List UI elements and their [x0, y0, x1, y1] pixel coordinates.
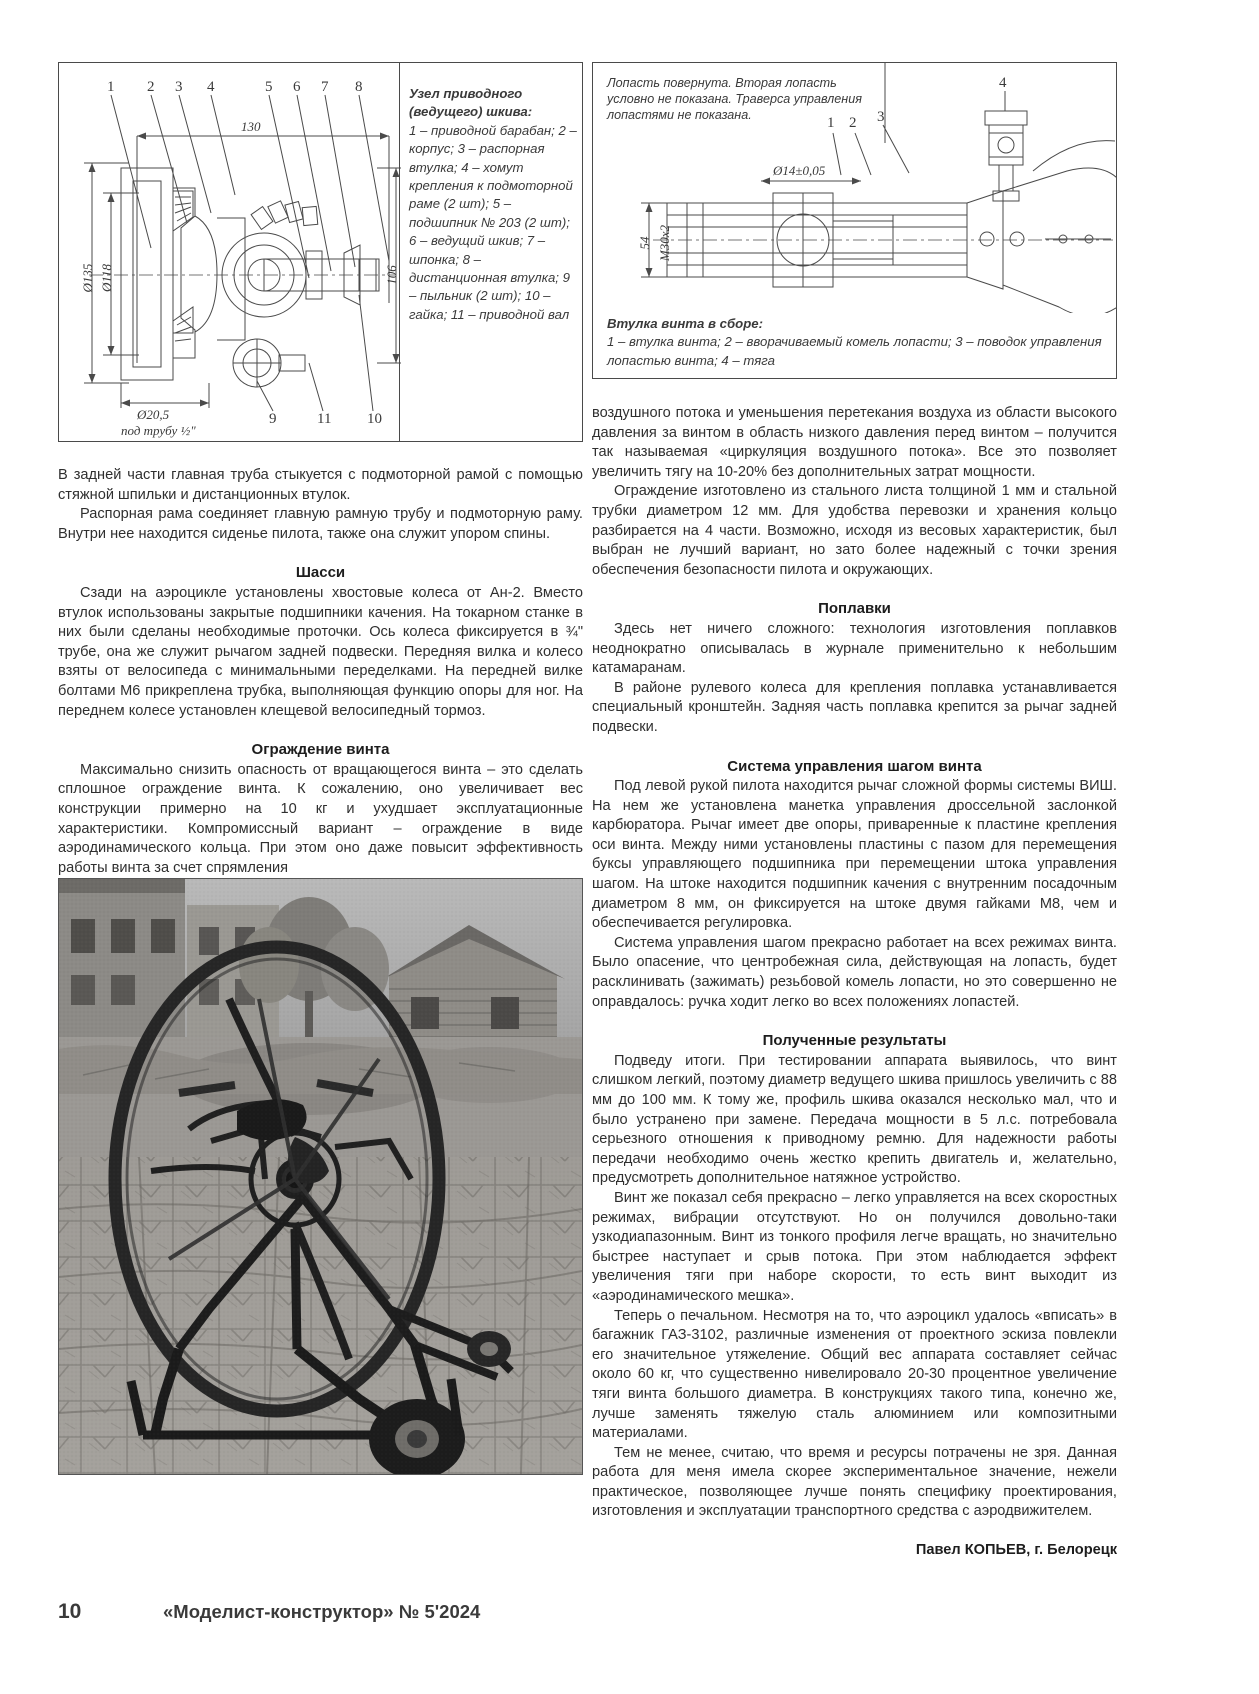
figure2-caption: [607, 315, 1102, 370]
results-para-4: Тем не менее, считаю, что время и ресурсы потрачены не зря. Данная работа для меня имела скорее экспериментальное значение, нежели практическое, позволяющее лучше понять специфику проектирования, изготовления и эксплуатации транспортного средства с аэродвижителем.: [592, 1444, 1117, 1520]
aerocycle-photo: [58, 878, 583, 1475]
figure1-dim-106: 106: [384, 265, 399, 285]
figure2-leader-1: 1: [827, 115, 835, 131]
figure1-leader-8: 8: [355, 79, 363, 95]
footer-page-number: 10: [58, 1600, 82, 1623]
heading-pitch-control: Система управления шагом винта: [727, 757, 982, 775]
figure2-dim-54: 54: [637, 236, 652, 250]
figure1-leader-2: 2: [147, 79, 155, 95]
footer-magazine-title: «Моделист-конструктор» № 5'2024: [163, 1601, 481, 1622]
page-footer: [58, 1600, 1118, 1624]
floats-para-2: В районе рулевого колеса для крепления поплавка устанавливается специальный кронштейн. Задняя часть поплавка крепится за рычаг задней подвески.: [592, 679, 1117, 735]
figure1-caption-body: 1 – приводной барабан; 2 – корпус; 3 – распорная втулка; 4 – хомут крепления к подмоторной раме (2 шт); 5 – подшипник № 203 (2 шт); 6 – ведущий шкив; 7 – шпонка; 8 – дистанционная втулка; 9 – пыльник (2 шт); 10 – гайка; 11 – приводной вал: [409, 122, 577, 322]
pitch-para-1: Под левой рукой пилота находится рычаг сложной формы системы ВИШ. На нем же установлена манетка управления дроссельной заслонкой карбюратора. Рычаг имеет две опоры, приваренные к пластине крепления оси винта. Между ними установлены пластины с пазом для перемещения буксы управляющего подшипника при перемещении штока управления шагом. На штоке находится подшипник качения с внутренним посадочным диаметром 8 мм, он фиксируется на штоке двумя гайками М8, чем и обеспечивается регулировка.: [592, 778, 1117, 932]
figure2-note: Лопасть повернута. Вторая лопасть условно не показана. Траверса управления лопастями не показана.: [607, 76, 862, 123]
figure1-leader-11: 11: [317, 411, 332, 427]
figure1-leader-9: 9: [269, 411, 277, 427]
guard-paragraph: Максимально снизить опасность от вращающегося винта – это сделать сплошное ограждение винта. К сожалению, оно увеличивает вес конструкции примерно на 10 кг и ухудшает эксплуатационные характеристики. Компромиссный вариант – ограждение в виде аэродинамического кольца. При этом оно даже повысит эффективность работы винта за счет спрямления: [58, 761, 583, 876]
left-para-2: Распорная рама соединяет главную рамную трубу и подмоторную раму. Внутри нее находится сиденье пилота, также она служит упором спины.: [58, 506, 583, 542]
figure1-dim-d205: Ø20,5: [137, 407, 170, 422]
figure1-leader-6: 6: [293, 79, 301, 95]
figure2-dim-d14: Ø14±0,05: [773, 163, 826, 178]
floats-para-1: Здесь нет ничего сложного: технология изготовления поплавков неоднократно описывалась в журнале применительно к небольшим катамаранам.: [592, 620, 1117, 677]
chassis-paragraph: Сзади на аэроцикле установлены хвостовые колеса от Ан-2. Вместо втулок использованы закрытые подшипники качения. На токарном станке в них были сделаны необходимые проточки. Ось колеса фиксируется в ¾" трубе, она же служит рычагом задней подвески. Передняя вилка и колесо взяты от велосипеда с минимальными переделками. На передней вилке болтами М6 прикреплена трубка, выполняющая функцию опоры для ног. На переднем колесе установлен клещевой велосипедный тормоз.: [58, 584, 583, 719]
figure1-leader-10: 10: [367, 411, 382, 427]
heading-floats: Поплавки: [818, 600, 891, 618]
heading-results: Полученные результаты: [762, 1032, 947, 1050]
heading-propeller-guard: Ограждение винта: [251, 741, 390, 759]
figure1-leader-4: 4: [207, 79, 215, 95]
figure1-dim-130: 130: [241, 119, 261, 134]
figure1-dim-d135: Ø135: [80, 263, 95, 293]
figure1-leader-1: 1: [107, 79, 115, 95]
photo-content: [59, 879, 582, 1474]
guard-paragraph-2: Ограждение изготовлено из стального листа толщиной 1 мм и стальной трубки диаметром 12 мм. Для удобства перевозки и хранения кольцо разбирается на 4 части. Возможно, исходя из весовых характеристик, был выбран не лучший вариант, но зато более надежный с точки зрения обеспечения безопасности пилота и окружающих.: [592, 483, 1117, 578]
figure-prop-hub: [592, 62, 1117, 379]
right-column: [592, 404, 1117, 1558]
results-para-3: Теперь о печальном. Несмотря на то, что аэроцикл удалось «вписать» в багажник ГАЗ-3102, различные изменения от проектного эскиза повлекли его значительное утяжеление. Общий вес аппарата составляет сейчас около 60 кг, что существенно нивелировало 20-30 процентное увеличение тяги винта большого диаметра. В конструкциях такого типа, конечно же, лучше заменять тяжелую сталь алюминием или композитными материалами.: [592, 1307, 1117, 1442]
right-continuation-paragraph: воздушного потока и уменьшения перетекания воздуха из области высокого давления за винтом в область низкого давления перед винтом – получится так называемая «циркуляция воздушного потока». Все это позволяет увеличить тягу на 10-20% без дополнительных затрат мощности.: [592, 405, 1117, 480]
author-signature: Павел КОПЬЕВ, г. Белорецк: [915, 1542, 1117, 1559]
left-para-1: В задней части главная труба стыкуется с подмоторной рамой с помощью стяжной шпильки и дистанционных втулок.: [58, 467, 583, 503]
results-para-1: Подведу итоги. При тестировании аппарата выявилось, что винт слишком легкий, поэтому диаметр ведущего шкива пришлось увеличить с 88 мм до 100 мм. К тому же, профиль шкива оказался несколько мал, что и было устранено при замене. Передача мощности в 5 л.с. потребовала серьезного отношения к приводному ремню. Для надежности работы передачи необходимо очень жестко крепить двигатель и, желательно, предусмотреть дополнительное натяжное устройство.: [592, 1052, 1117, 1187]
figure2-leader-2: 2: [849, 115, 857, 131]
figure2-technical-drawing: [593, 63, 1116, 313]
figure1-caption-title: Узел приводного (ведущего) шкива:: [409, 86, 533, 120]
results-para-2: Винт же показал себя прекрасно – легко управляется на всех скоростных режимах, вибрации отсутствуют. Но он получился довольно-таки узкодиапазонным. Винт из тонкого профиля легче вращать, но значительно быстрее наступает и срыв потока. При этом наблюдается эффект увеличения тяги при наборе скорости, то есть винт выходит из «аэродинамического мешка».: [592, 1189, 1117, 1304]
figure2-caption-body: 1 – втулка винта; 2 – вворачиваемый комель лопасти; 3 – поводок управления лопастью винта; 4 – тяга: [607, 334, 1102, 368]
figure2-leader-4: 4: [999, 75, 1007, 91]
figure1-technical-drawing: [59, 63, 401, 441]
figure1-dim-pipe: под трубу ½": [121, 423, 196, 438]
figure1-leader-5: 5: [265, 79, 273, 95]
figure1-caption: [409, 85, 577, 324]
heading-chassis: Шасси: [295, 564, 346, 582]
figure-drive-pulley: [58, 62, 583, 442]
figure2-dim-m30: M30x2: [657, 224, 672, 262]
figure2-caption-title: Втулка винта в сборе:: [607, 316, 763, 331]
left-column: [58, 466, 583, 916]
figure1-dim-d118: Ø118: [99, 264, 114, 292]
figure1-leader-3: 3: [175, 79, 183, 95]
figure2-leader-3: 3: [877, 109, 885, 125]
figure1-leader-7: 7: [321, 79, 329, 95]
pitch-para-2: Система управления шагом прекрасно работает на всех режимах винта. Было опасение, что центробежная сила, действующая на лопасть, будет расклинивать (зажимать) резьбовой комель лопасти, но это совершенно не оправдалось: ручка ходит легко во всех положениях лопастей.: [592, 934, 1117, 1010]
